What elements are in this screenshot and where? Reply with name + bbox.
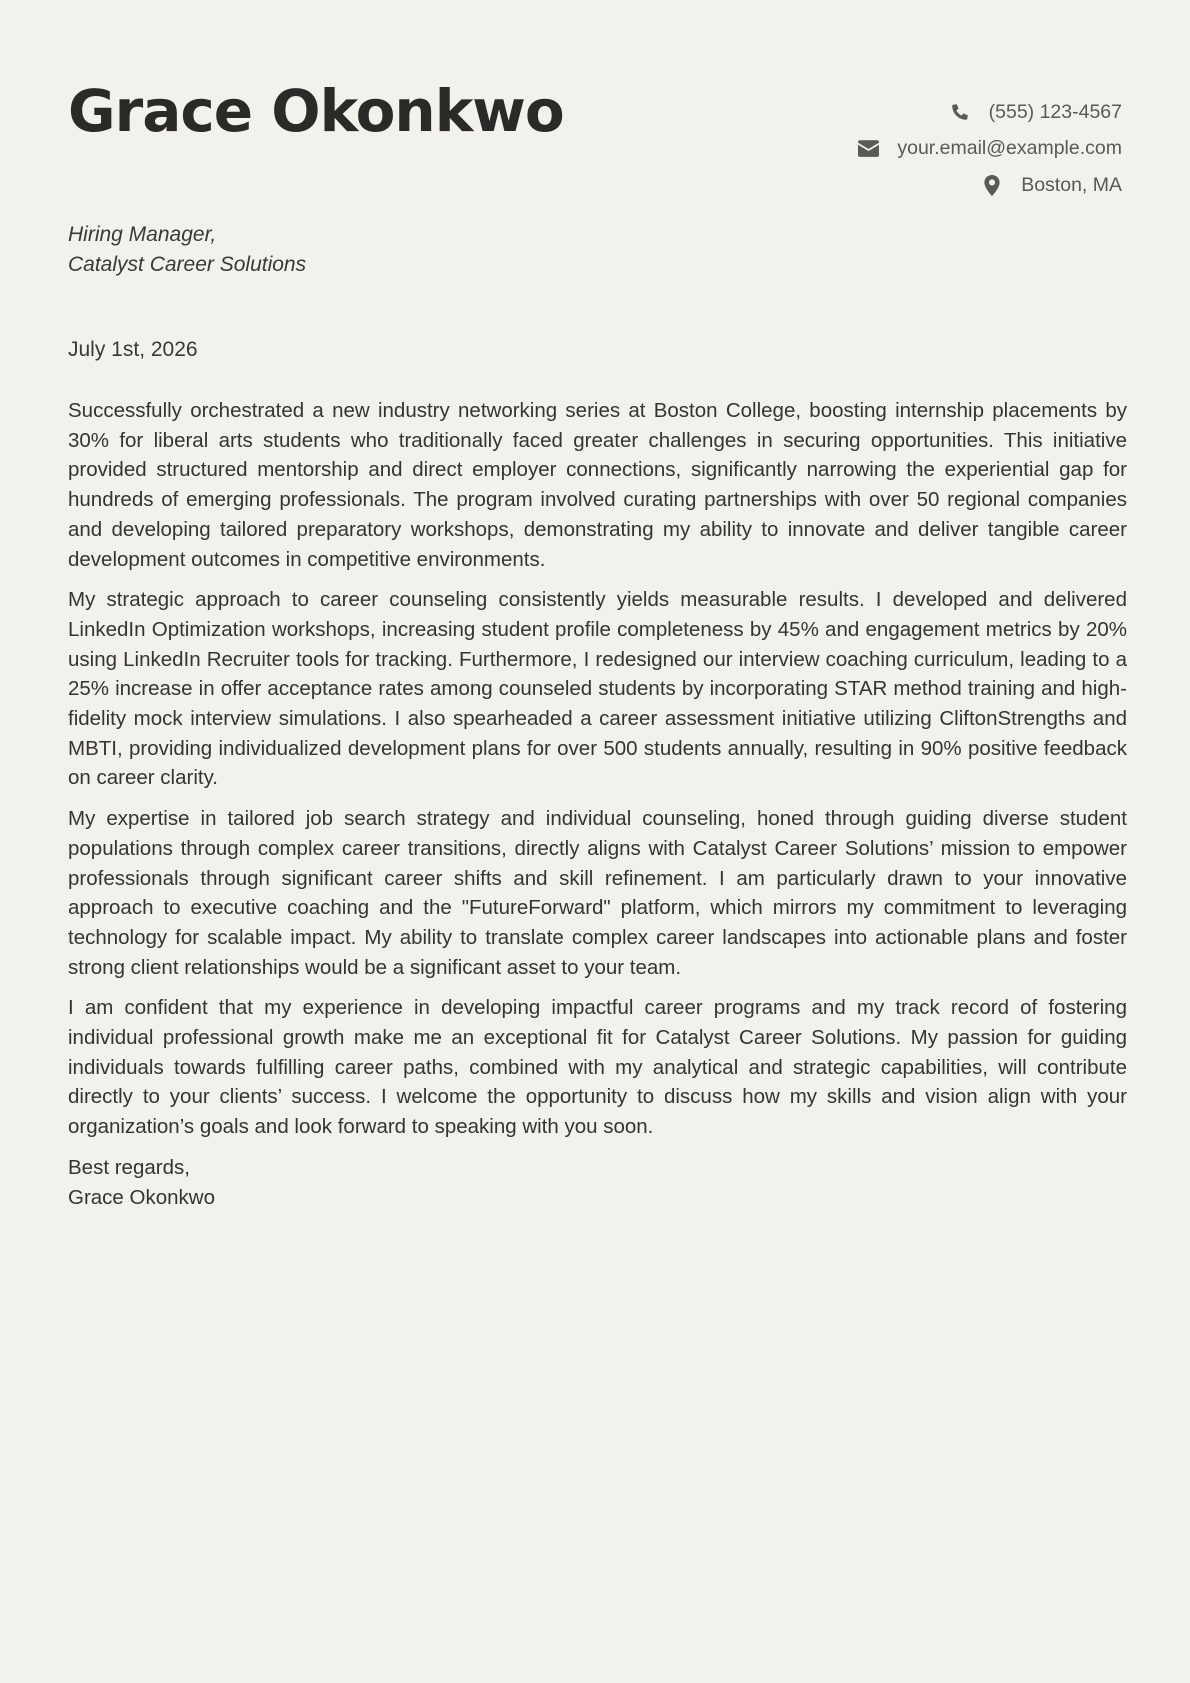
contact-location (857, 167, 1122, 204)
contact-info (857, 94, 1122, 204)
location: Boston, MA (1021, 173, 1122, 196)
closing-salutation: Best regards, (68, 1155, 190, 1179)
body-paragraph: My strategic approach to career counseling consistently yields measurable results. I developed and delivered LinkedIn Optimization workshops, increasing student profile completeness by 45% and engagement metrics by 20% using LinkedIn Recruiter tools for tracking. Furthermore, I redesigned our interview coaching curriculum, leading to a 25% increase in offer acceptance rates among counseled students by incorporating STAR method training and high-fidelity mock interview simulations. I also spearheaded a career assessment initiative utilizing CliftonStrengths and MBTI, providing individualized development plans for over 500 students annually, resulting in 90% positive feedback on career clarity. (68, 588, 1127, 790)
closing-signature: Grace Okonkwo (68, 1185, 215, 1209)
body-paragraph: My expertise in tailored job search strategy and individual counseling, honed through guiding diverse student populations through complex career transitions, directly aligns with Catalyst Career Solutions’ mission to empower professionals through significant career shifts and skill refinement. I am particularly drawn to your innovative approach to executive coaching and the "FutureForward" platform, which mirrors my commitment to leveraging technology for scalable impact. My ability to translate complex career landscapes into actionable plans and foster strong client relationships would be a significant asset to your team. (68, 807, 1127, 979)
contact-phone (857, 94, 1122, 131)
cover-letter-page (68, 0, 1127, 1683)
letter-header (68, 76, 1122, 206)
body-paragraph: Successfully orchestrated a new industry networking series at Boston College, boosting internship placements by 30% for liberal arts students who traditionally faced greater challenges in securing opportunities. This initiative provided structured mentorship and direct employer connections, significantly narrowing the experiential gap for hundreds of emerging professionals. The program involved curating partnerships with over 50 regional companies and developing tailored preparatory workshops, demonstrating my ability to innovate and deliver tangible career development outcomes in competitive environments. (68, 399, 1127, 571)
closing-block (68, 1153, 1127, 1212)
recipient-block (68, 220, 306, 280)
letter-date: July 1st, 2026 (68, 338, 198, 361)
phone-number: (555) 123-4567 (988, 100, 1122, 123)
email-address: your.email@example.com (897, 137, 1122, 160)
map-marker-icon (981, 174, 1003, 196)
recipient-company: Catalyst Career Solutions (68, 253, 307, 276)
letter-body (68, 396, 1127, 1212)
contact-email (857, 131, 1122, 168)
body-paragraph: I am confident that my experience in developing impactful career programs and my track record of fostering individual professional growth make me an exceptional fit for Catalyst Career Solutions. My passion for guiding individuals towards fulfilling career paths, combined with my analytical and strategic capabilities, will contribute directly to your clients’ success. I welcome the opportunity to discuss how my skills and vision align with your organization’s goals and look forward to speaking with you soon. (68, 996, 1127, 1139)
applicant-name: Grace Okonkwo (68, 77, 564, 145)
phone-icon (949, 101, 971, 123)
envelope-icon (857, 138, 879, 160)
recipient-title: Hiring Manager, (68, 223, 217, 246)
